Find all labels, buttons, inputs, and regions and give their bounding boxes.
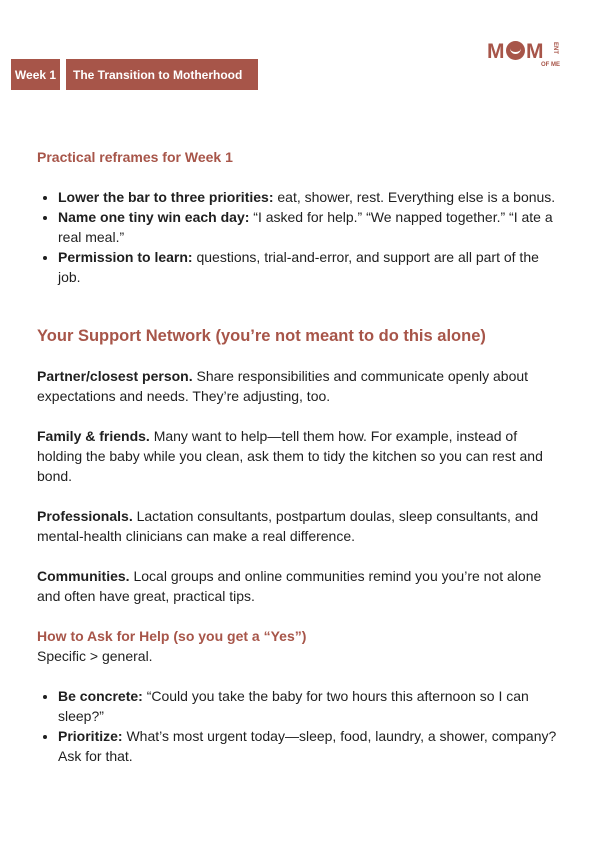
- support-paragraph: Communities. Local groups and online communities remind you you’re not alone and often have great, practical tips.: [37, 568, 542, 604]
- page-content: [37, 147, 562, 766]
- support-paragraph: Professionals. Lactation consultants, postpartum doulas, sleep consultants, and mental-health clinicians can make a real difference.: [37, 508, 539, 544]
- logo-subtext: OF ME: [541, 62, 560, 68]
- list-item: • Be concrete: “Could you take the baby for two hours this afternoon so I can sleep?”: [58, 686, 562, 726]
- logo-side-text: ENT: [552, 42, 558, 54]
- section-title-badge: The Transition to Motherhood: [66, 59, 258, 90]
- list-item: • Name one tiny win each day: “I asked for help.” “We napped together.” “I ate a real meal.”: [58, 207, 562, 247]
- list-item: • Permission to learn: questions, trial-and-error, and support are all part of the job.: [58, 247, 562, 287]
- support-network-heading: Your Support Network (you’re not meant to do this alone): [37, 327, 486, 345]
- reframes-heading: Practical reframes for Week 1: [37, 149, 233, 165]
- ask-help-list: [37, 686, 562, 766]
- logo-wordmark: M M: [487, 40, 544, 63]
- week-badge: Week 1: [11, 59, 60, 90]
- ask-help-intro: Specific > general.: [37, 648, 153, 664]
- reframes-list: [37, 187, 562, 287]
- support-paragraph: Family & friends. Many want to help—tell them how. For example, instead of holding the baby while you clean, ask them to tidy the kitchen so you can rest and bond.: [37, 428, 543, 484]
- support-paragraph: Partner/closest person. Share responsibilities and communicate openly about expectations and needs. They’re adjusting, too.: [37, 368, 529, 404]
- list-item: • Prioritize: What’s most urgent today—sleep, food, laundry, a shower, company? Ask for that.: [58, 726, 562, 766]
- list-item: • Lower the bar to three priorities: eat, shower, rest. Everything else is a bonus.: [58, 187, 562, 207]
- ask-help-heading: How to Ask for Help (so you get a “Yes”): [37, 628, 307, 644]
- brand-logo: [487, 40, 567, 72]
